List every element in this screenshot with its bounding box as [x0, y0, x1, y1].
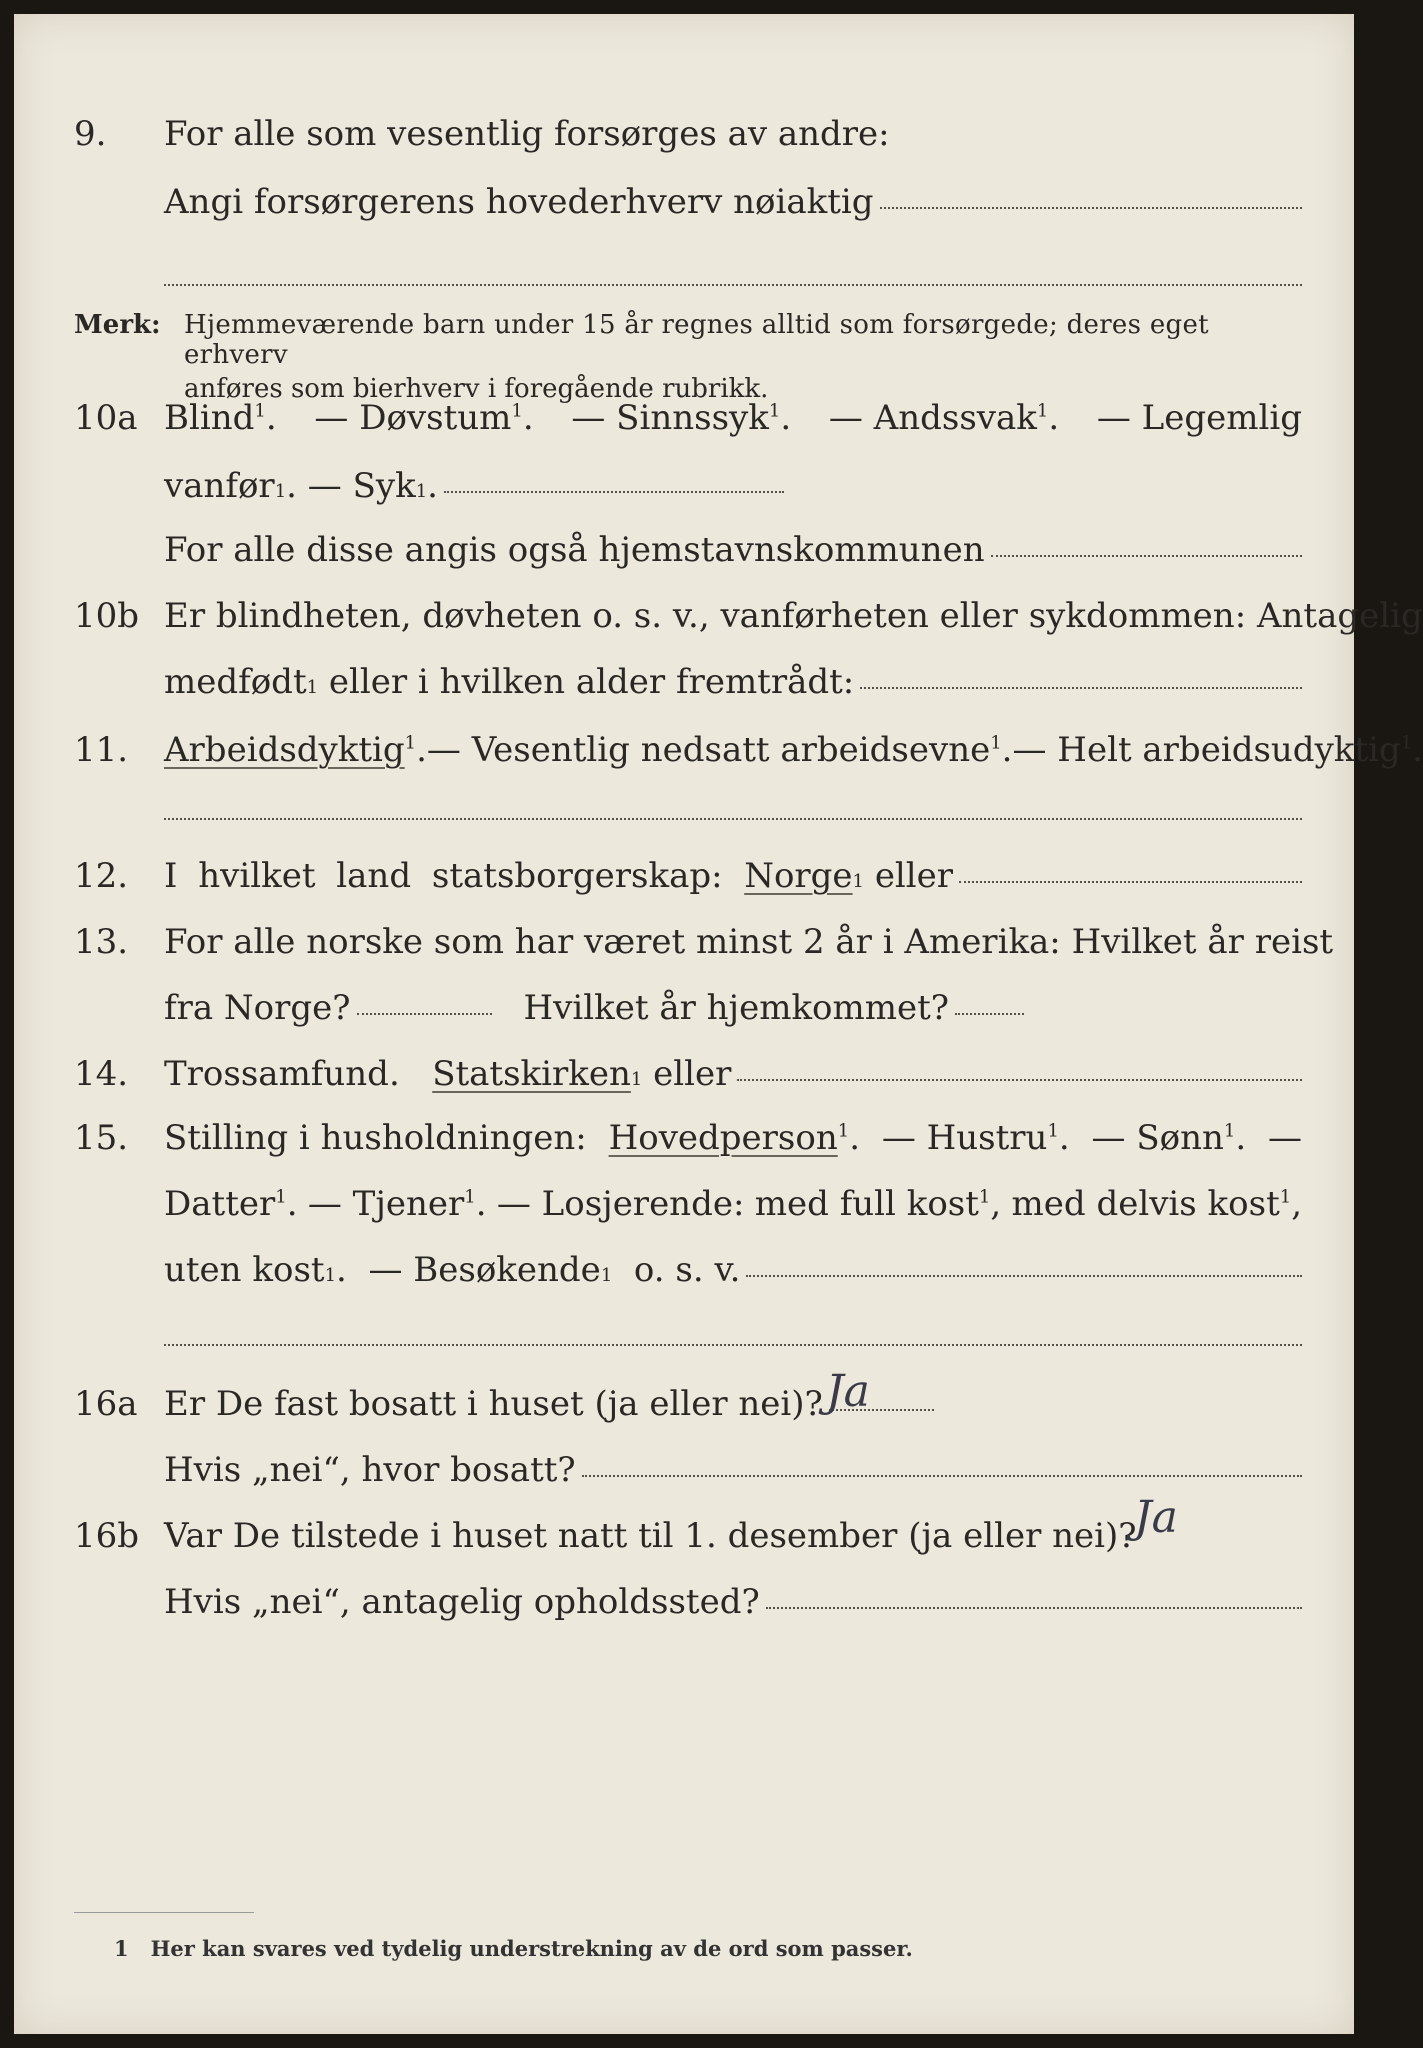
option-arbeidsdyktig: Arbeidsdyktig: [164, 730, 405, 770]
question-text: eller i hvilken alder fremtrådt:: [328, 662, 855, 702]
question-number: 16b: [74, 1516, 140, 1556]
note-text-line: anføres som bierhverv i foregående rubrikk.: [184, 374, 769, 404]
option-medfodt: medfødt: [164, 662, 307, 702]
option-dovstum: — Døvstum: [314, 398, 512, 438]
question-number: 16a: [74, 1384, 138, 1424]
answer-line[interactable]: [991, 554, 1302, 557]
option-legemlig: — Legemlig: [1096, 398, 1302, 438]
option-norge: Norge: [744, 856, 853, 896]
question-text: Angi forsørgerens hovederhverv nøiaktig: [164, 182, 874, 222]
question-number: 14.: [74, 1054, 129, 1094]
question-number: 15.: [74, 1118, 129, 1158]
footnote-text: Her kan svares ved tydelig understrekning av de ord som passer.: [150, 1936, 913, 1961]
question-text: Hvis „nei“, antagelig opholdssted?: [164, 1582, 760, 1622]
question-text: For alle som vesentlig forsørges av andre:: [164, 114, 890, 154]
footnote-rule: [74, 1912, 254, 1913]
answer-line[interactable]: [737, 1078, 1302, 1081]
handwritten-answer: Ja: [826, 1366, 870, 1417]
question-text: Er De fast bosatt i huset (ja eller nei)?: [164, 1384, 823, 1424]
question-text: For alle norske som har været minst 2 år i Amerika: Hvilket år reist: [164, 922, 1334, 962]
option-sonn: — Sønn: [1091, 1118, 1224, 1158]
option-datter: Datter: [164, 1184, 276, 1224]
answer-line[interactable]: [164, 284, 1302, 286]
question-text: Trossamfund.: [164, 1054, 400, 1094]
option-besokende: — Besøkende: [368, 1250, 601, 1290]
question-text: Er blindheten, døvheten o. s. v., vanførheten eller sykdommen: Antagelig: [164, 596, 1423, 636]
question-number: 12.: [74, 856, 129, 896]
option-full-kost: med full kost: [754, 1184, 979, 1224]
note-text-line: Hjemmeværende barn under 15 år regnes alltid som forsørgede; deres eget erhverv: [184, 310, 1209, 370]
question-text: I hvilket land statsborgerskap:: [164, 856, 723, 896]
option-statskirken: Statskirken: [432, 1054, 631, 1094]
handwritten-answer: Ja: [1134, 1492, 1178, 1543]
question-text: Stilling i husholdningen:: [164, 1118, 587, 1158]
answer-line[interactable]: [164, 818, 1302, 820]
option-sinnssyk: — Sinnssyk: [571, 398, 769, 438]
option-blind: Blind: [164, 398, 255, 438]
option-hovedperson: Hovedperson: [608, 1118, 838, 1158]
option-andssvak: — Andssvak: [828, 398, 1037, 438]
answer-line[interactable]: [746, 1274, 1302, 1277]
question-text: eller: [653, 1054, 732, 1094]
option-syk: — Syk: [307, 466, 416, 506]
option-delvis-kost: med delvis kost: [1011, 1184, 1280, 1224]
note-merk: [74, 310, 1302, 404]
question-text: Var De tilstede i huset natt til 1. desember (ja eller nei)?: [164, 1516, 1137, 1556]
answer-line[interactable]: [880, 206, 1302, 209]
answer-line[interactable]: [860, 686, 1302, 689]
option-uten-kost: uten kost: [164, 1250, 325, 1290]
footnote: [114, 1936, 913, 1961]
question-number: 9.: [74, 114, 107, 154]
question-text: For alle disse angis også hjemstavnskommunen: [164, 530, 985, 570]
census-form-page: 9. For alle som vesentlig forsørges av andre: Angi forsørgerens hovederhverv nøiaktig Merk: Hjemmeværende barn under 15 år regnes alltid som forsørgede; deres eget erhverv anføres som bierhverv i foregående rubrikk. 10a Blind$^1$. — Døvstum$^1$. — Sinnssyk$^1$. — Andssvak$^1$. — Legemlig vanfør 1 . — Syk 1 . For alle disse angis også hjemstavnskommunen 10b Er blindheten, døvheten o. s. v., vanførheten eller sykdommen: Antagelig medfødt 1 eller i hvilken alder fremtrådt: 11. Arbeidsdyktig$^1$. — Vesentlig nedsatt arbeidsevne$^1$. — Helt arbeidsudyktig$^1$. 12. I hvilket land statsborgerskap: Norge 1 eller 13. For alle norske som har været minst 2 år i Amerika: Hvilket år reist fra Norge? Hvilket år hjemkommet? 14. Trossamfund. Statskirken 1 eller 15. Stilling i husholdningen: Hovedperson$^1$. — Hustru$^1$. — Sønn$^1$. — Datter$^1$. — Tjener$^1$. — Losjerende: med full kost$^1$, med delvis kost$^1$, uten kost 1 . — Besøkende 1 o. s. v. 16a Er De fast bosatt i huset (ja eller nei)? Ja Hvis „nei“, hvor bosatt? 16b Var De tilstede i huset natt til 1. desember (ja eller nei)? Ja Hvis „nei“, antagelig opholdssted? 1 Her kan svares ved tydelig understrekning av de ord som passer.: [14, 14, 1354, 2034]
answer-line[interactable]: [766, 1606, 1302, 1609]
question-text: Hvilket år hjemkommet?: [523, 988, 950, 1028]
answer-line[interactable]: [164, 1344, 1302, 1346]
question-number: 13.: [74, 922, 129, 962]
question-number: 11.: [74, 730, 129, 770]
answer-line[interactable]: [582, 1474, 1302, 1477]
option-hustru: — Hustru: [881, 1118, 1048, 1158]
footnote-mark: 1: [114, 1936, 129, 1961]
answer-line[interactable]: [357, 1012, 492, 1015]
question-text: fra Norge?: [164, 988, 351, 1028]
question-number: 10b: [74, 596, 140, 636]
note-label: Merk:: [74, 310, 161, 340]
answer-line[interactable]: [959, 880, 1302, 883]
option-nedsatt: — Vesentlig nedsatt arbeidsevne: [426, 730, 991, 770]
option-vanfor: vanfør: [164, 466, 275, 506]
question-number: 10a: [74, 398, 138, 438]
option-tjener: — Tjener: [307, 1184, 465, 1224]
option-losjerende: — Losjerende:: [496, 1184, 745, 1224]
answer-line[interactable]: [444, 490, 784, 493]
question-text: Hvis „nei“, hvor bosatt?: [164, 1450, 576, 1490]
answer-line[interactable]: [955, 1012, 1024, 1015]
option-udyktig: — Helt arbeidsudyktig: [1012, 730, 1401, 770]
question-text: eller: [874, 856, 954, 896]
